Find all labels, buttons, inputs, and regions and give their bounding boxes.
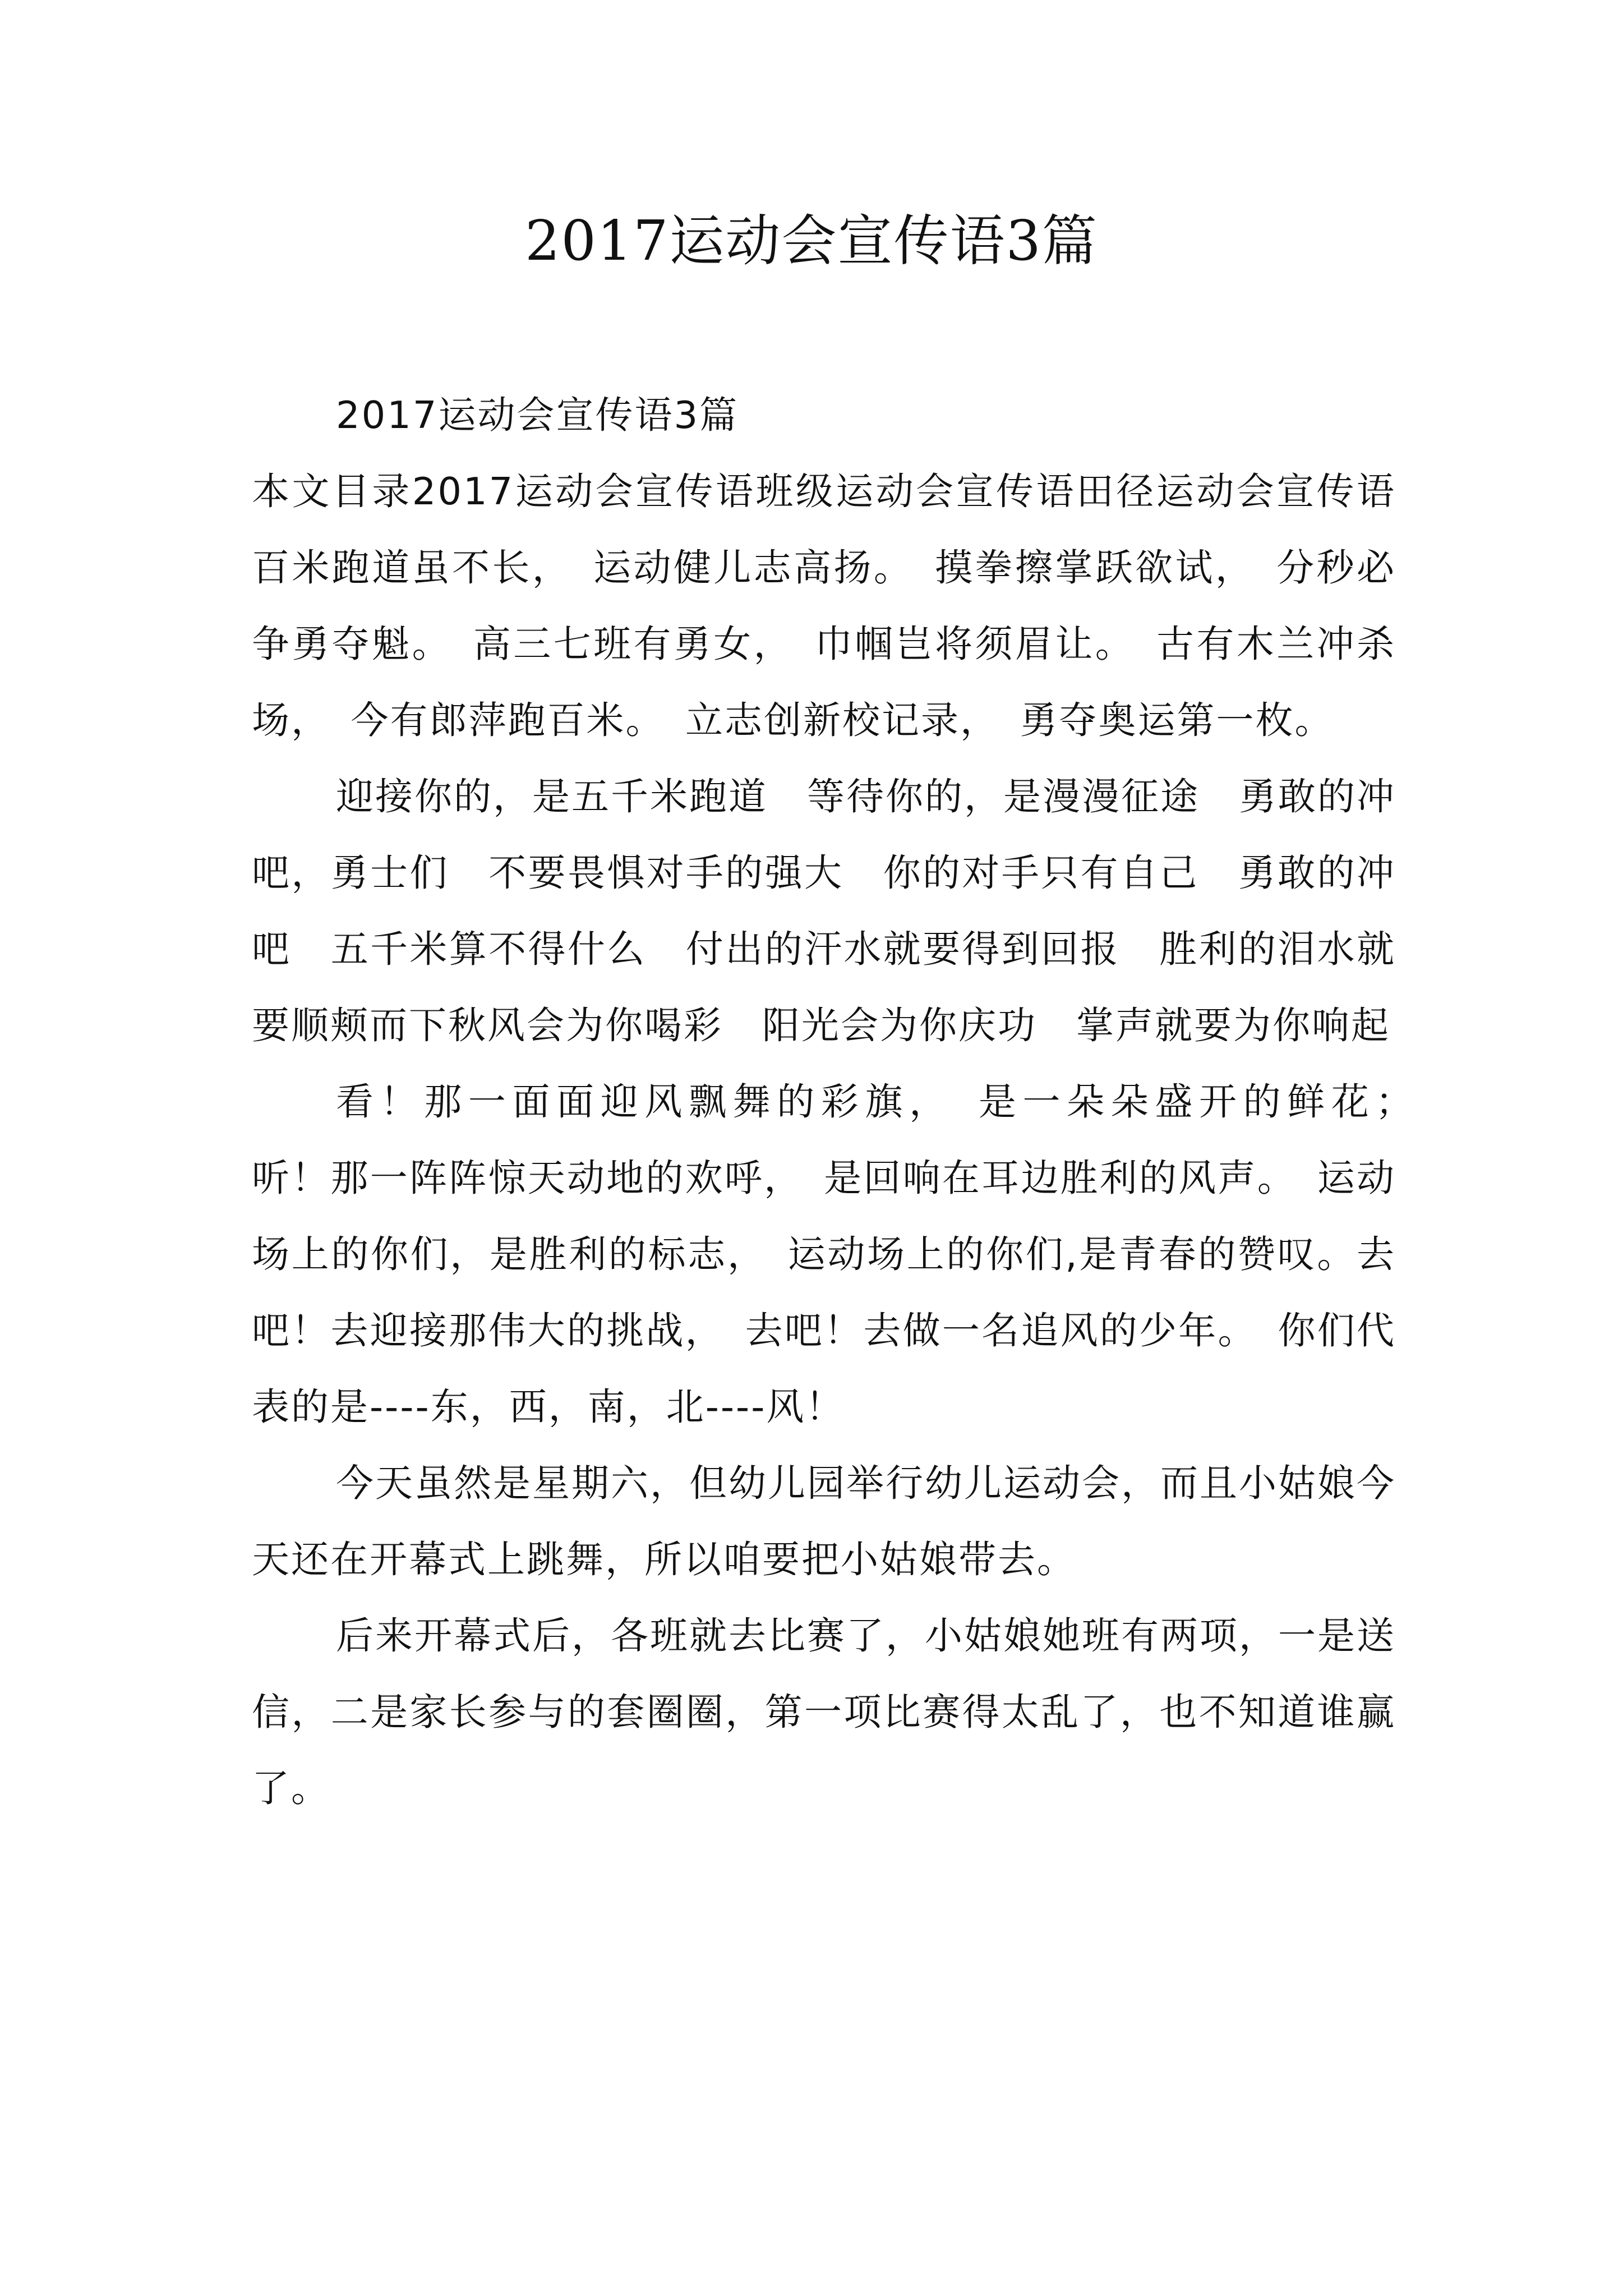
body-paragraph: 今天虽然是星期六，但幼儿园举行幼儿运动会，而且小姑娘今天还在开幕式上跳舞，所以咱要把小姑娘带去。 [252, 1461, 1396, 1581]
body-paragraph: 迎接你的，是五千米跑道 等待你的，是漫漫征途 勇敢的冲吧，勇士们 不要畏惧对手的强大 你的对手只有自己 勇敢的冲吧 五千米算不得什么 付出的汗水就要得到回报 胜利的泪水就要顺颊而下秋风会为你喝彩 阳光会为你庆功 掌声就要为你响起 [252, 775, 1396, 1047]
document-body [252, 377, 1474, 1826]
table-of-contents-paragraph: 本文目录2017运动会宣传语班级运动会宣传语田径运动会宣传语 百米跑道虽不长， 运动健儿志高扬。 摸拳擦掌跃欲试， 分秒必争勇夺魁。 高三七班有勇女， 巾帼岂将须眉让。 古有木兰冲杀场， 今有郎萍跑百米。 立志创新校记录， 勇夺奥运第一枚。 [252, 470, 1474, 742]
subtitle-paragraph: 2017运动会宣传语3篇 [336, 393, 739, 437]
body-paragraph: 后来开幕式后，各班就去比赛了，小姑娘她班有两项，一是送信，二是家长参与的套圈圈，第一项比赛得太乱了，也不知道谁赢了。 [252, 1614, 1396, 1810]
document-title: 2017运动会宣传语3篇 [525, 209, 1098, 273]
body-paragraph: 看！那一面面迎风飘舞的彩旗， 是一朵朵盛开的鲜花； 听！那一阵阵惊天动地的欢呼， 是回响在耳边胜利的风声。 运动场上的你们，是胜利的标志， 运动场上的你们,是青春的赞叹。去吧！去迎接那伟大的挑战， 去吧！去做一名追风的少年。 你们代表的是----东，西，南，北----风！ [252, 1080, 1435, 1429]
